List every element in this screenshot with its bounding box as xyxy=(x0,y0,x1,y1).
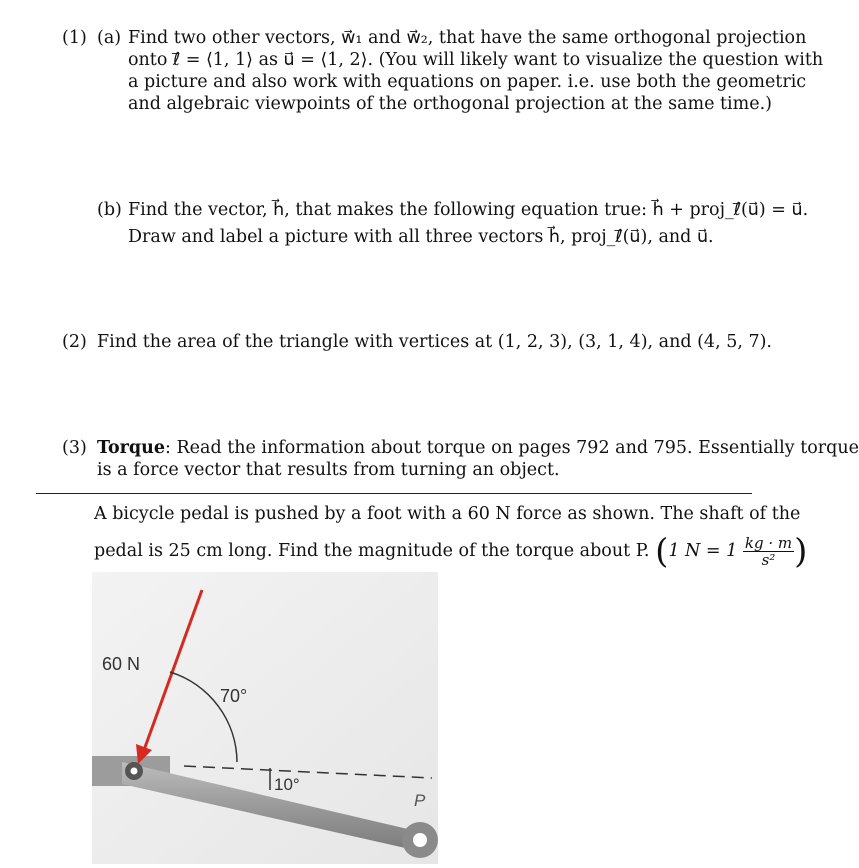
force-label: 60 N xyxy=(102,654,141,674)
angle-10-label: 10° xyxy=(274,775,300,794)
q1a-line4: and algebraic viewpoints of the orthogonal projection at the same time.) xyxy=(128,94,772,114)
q3-problem-line1: A bicycle pedal is pushed by a foot with a 60 N force as shown. The shaft of the xyxy=(94,504,801,524)
q3-number: (3) xyxy=(62,438,87,458)
q1a-label: (a) xyxy=(97,28,122,48)
pedal-figure xyxy=(92,572,438,864)
unit-denominator: s² xyxy=(761,551,776,569)
section-divider xyxy=(36,493,752,494)
q3-line2: is a force vector that results from turning an object. xyxy=(97,460,560,480)
unit-lhs: 1 N = 1 xyxy=(668,541,738,561)
q2-text: Find the area of the triangle with vertices at (1, 2, 3), (3, 1, 4), and (4, 5, 7). xyxy=(97,332,772,352)
q2-number: (2) xyxy=(62,332,87,352)
q1-number: (1) xyxy=(62,28,87,48)
q3-problem-line2-wrap xyxy=(94,531,808,572)
unit-fraction xyxy=(743,535,794,568)
pedal-axle-center xyxy=(131,768,138,775)
q3-problem-line2: pedal is 25 cm long. Find the magnitude of the torque about P. xyxy=(94,541,650,561)
unit-numerator: kg · m xyxy=(744,534,793,552)
q3-line1-wrap xyxy=(97,437,859,459)
figure-background xyxy=(92,572,438,864)
q1a-line2: onto ℓ⃗ = ⟨1, 1⟩ as u⃗ = ⟨1, 2⟩. (You will likely want to visualize the question with xyxy=(128,50,824,70)
q1b-label: (b) xyxy=(97,200,122,220)
left-paren: ( xyxy=(655,531,669,572)
right-paren: ) xyxy=(794,531,808,572)
q3-line1: : Read the information about torque on pages 792 and 795. Essentially torque xyxy=(165,438,859,458)
q1a-line3: a picture and also work with equations on paper. i.e. use both the geometric xyxy=(128,72,807,92)
pivot-center xyxy=(413,833,427,847)
q1b-line2: Draw and label a picture with all three vectors h⃗, proj_ℓ⃗(u⃗), and u⃗. xyxy=(128,227,714,247)
q1b-line1: Find the vector, h⃗, that makes the following equation true: h⃗ + proj_ℓ⃗(u⃗) = u⃗. xyxy=(128,200,809,220)
q1a-line1: Find two other vectors, w⃗₁ and w⃗₂, that have the same orthogonal projection xyxy=(128,28,807,48)
pivot-label: P xyxy=(414,791,426,810)
q3-heading: Torque xyxy=(97,438,166,458)
angle-70-label: 70° xyxy=(220,686,248,706)
